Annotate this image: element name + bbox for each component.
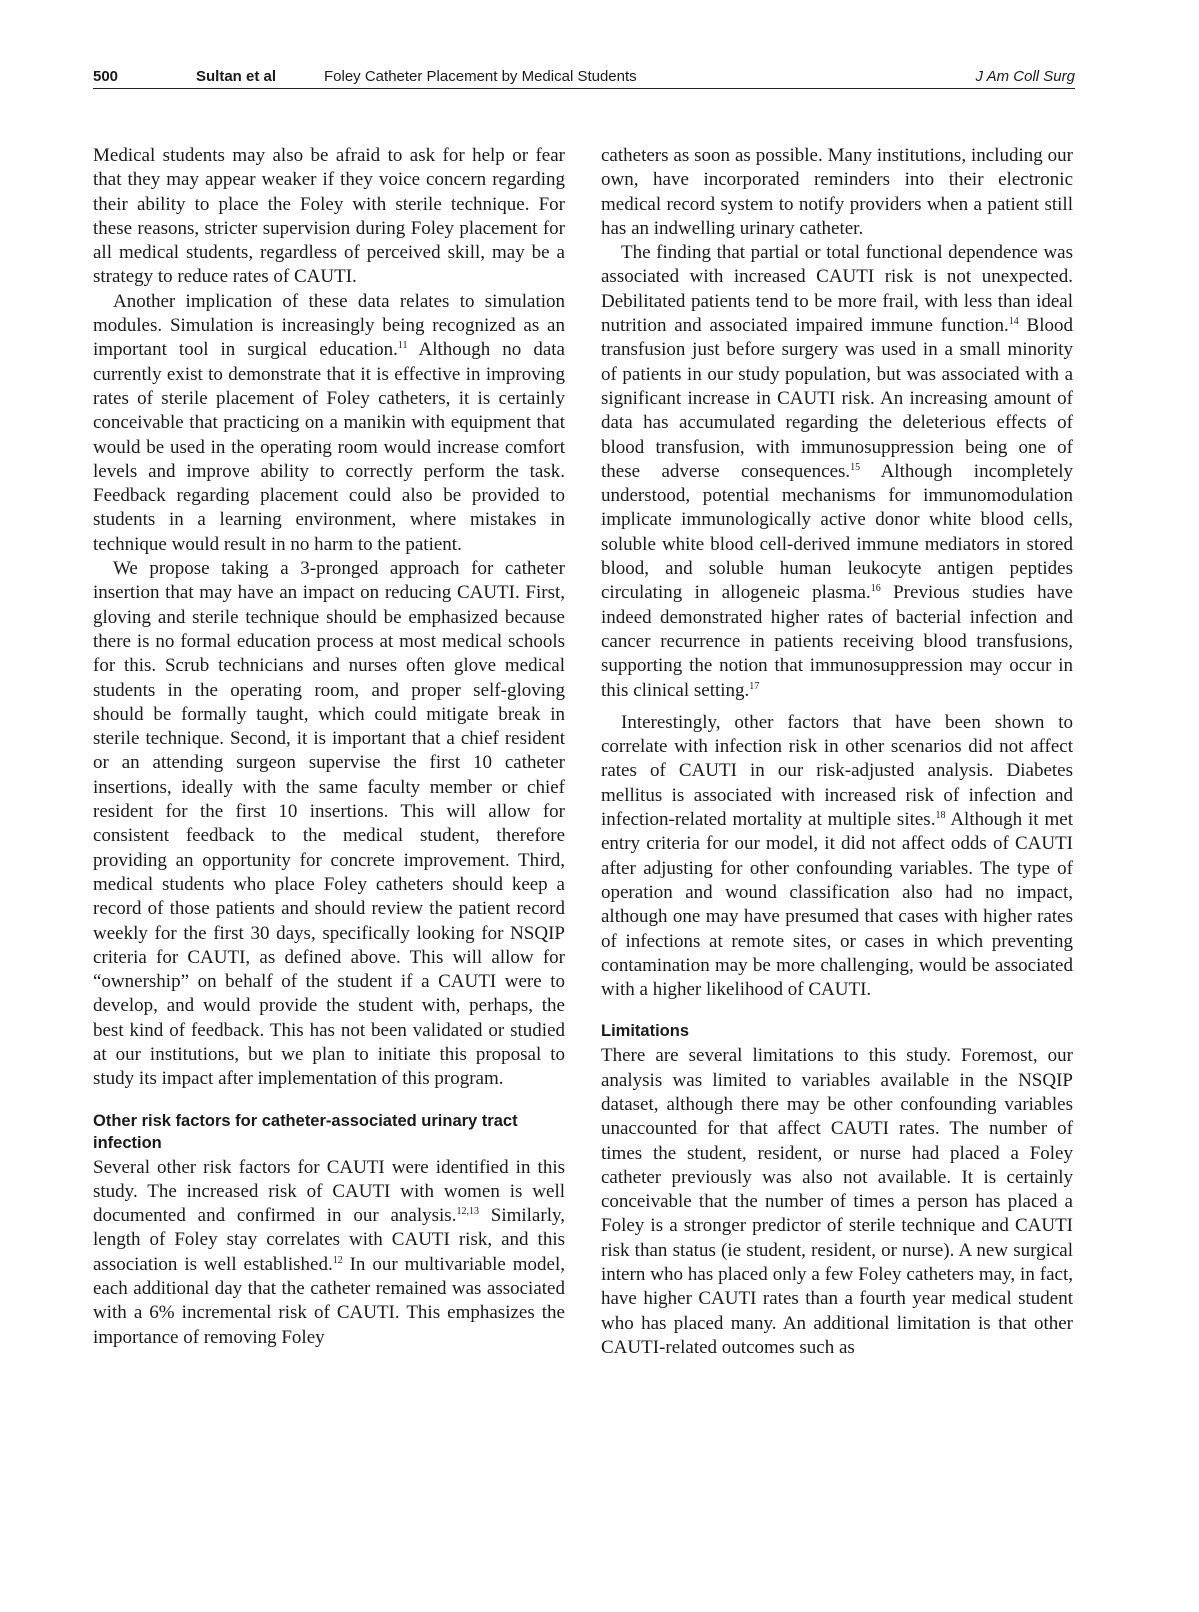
paragraph: Interestingly, other factors that have been shown to correlate with infection risk in other scenarios did not affect rates of CAUTI in our risk-adjusted analysis. Diabetes mellitus is associated with increased risk of infection and infection-related mortality at multiple sites.$^{18}$ Although it met entry criteria for our model, it did not affect odds of CAUTI after adjusting for other confounding variables. The type of operation and wound classification also had no impact, although one may have presumed that cases with higher rates of infections at remote sites, or cases in which preventing contamination may be more challenging, would be associated with a higher likelihood of CAUTI. xyxy=(601,711,1073,1001)
citation: 12 xyxy=(332,1254,343,1266)
citation: 12,13 xyxy=(456,1206,479,1218)
paragraph: The finding that partial or total functional dependence was associated with increased CAUTI risk is not unexpected. Debilitated patients tend to be more frail, with less than ideal nutrition and associated impaired immune function.$^{14}$ Blood transfusion just before surgery was used in a small minority of patients in our study population, but was associated with a significant increase in CAUTI risk. An increasing amount of data has accumulated regarding the deleterious effects of blood transfusion, with immunosuppression being one of these adverse consequences.$^{15}$ Although incompletely understood, potential mechanisms for immunomodulation implicate immunologically active donor white blood cells, soluble white blood cell-derived immune mediators in stored blood, and soluble human leukocyte antigen peptides circulating in allogeneic plasma.$^{16}$ Previous studies have indeed demonstrated higher rates of bacterial infection and cancer recurrence in patients receiving blood transfusions, supporting the notion that immunosuppression may occur in this clinical setting.$^{17}$ xyxy=(601,242,1074,701)
journal-name: J Am Coll Surg xyxy=(975,68,1075,85)
citation: 17 xyxy=(749,680,760,692)
citation: 16 xyxy=(870,583,881,595)
section-heading: Limitations xyxy=(601,1022,690,1041)
running-header xyxy=(93,64,1075,89)
citation: 14 xyxy=(1008,316,1019,328)
left-column xyxy=(93,144,565,1350)
citation: 15 xyxy=(850,461,861,473)
author-line: Sultan et al xyxy=(196,68,277,85)
paragraph: catheters as soon as possible. Many institutions, including our own, have incorporated reminders into their electronic medical record system to notify providers when a patient still has an indwelling urinary catheter. xyxy=(601,145,1073,239)
paragraph: Medical students may also be afraid to ask for help or fear that they may appear weaker if they voice concern regarding their ability to place the Foley with sterile technique. For these reasons, stricter supervision during Foley placement for all medical students, regardless of perceived skill, may be a strategy to reduce rates of CAUTI. xyxy=(93,145,565,288)
paragraph: Several other risk factors for CAUTI were identified in this study. The increased risk of CAUTI with women is well documented and confirmed in our analysis.$^{12,13}$ Similarly, length of Foley stay correlates with CAUTI risk, and this association is well established.$^{12}$ In our multivariable model, each additional day that the catheter remained was associated with a 6% incremental risk of CAUTI. This emphasizes the importance of removing Foley xyxy=(93,1156,566,1348)
paragraph: There are several limitations to this study. Foremost, our analysis was limited to variables available in the NSQIP dataset, although there may be other confounding variables unaccounted for that affect CAUTI rates. The number of times the student, resident, or nurse had placed a Foley catheter previously was also not available. It is certainly conceivable that the number of times a person has placed a Foley is a stronger predictor of sterile technique and CAUTI risk than status (ie student, resident, or nurse). A new surgical intern who has placed only a few Foley catheters may, in fact, have higher CAUTI rates than a fourth year medical student who has placed many. An additional limitation is that other CAUTI-related outcomes such as xyxy=(601,1045,1073,1358)
section-heading: Other risk factors for catheter-associated urinary tract infection xyxy=(93,1111,518,1152)
paragraph: Another implication of these data relates to simulation modules. Simulation is increasingly being recognized as an important tool in surgical education.$^{11}$ Although no data currently exist to demonstrate that it is effective in improving rates of sterile placement of Foley catheters, it is certainly conceivable that practicing on a manikin with equipment that would be used in the operating room would increase comfort levels and improve ability to correctly perform the task. Feedback regarding placement could also be provided to students in a learning environment, where mistakes in technique would result in no harm to the patient. xyxy=(93,290,565,555)
citation: 18 xyxy=(935,810,946,822)
citation: 11 xyxy=(397,340,408,352)
running-title: Foley Catheter Placement by Medical Students xyxy=(324,68,637,85)
page-number: 500 xyxy=(93,68,119,85)
paragraph: We propose taking a 3-pronged approach for catheter insertion that may have an impact on reducing CAUTI. First, gloving and sterile technique should be emphasized because there is no formal education process at most medical schools for this. Scrub technicians and nurses often glove medical students in the operating room, and proper self-gloving should be formally taught, which could mitigate break in sterile technique. Second, it is important that a chief resident or an attending surgeon supervise the first 10 catheter insertions, ideally with the same faculty member or chief resident for the first 10 insertions. This will allow for consistent feedback to the medical student, therefore providing an opportunity for concrete improvement. Third, medical students who place Foley catheters should keep a record of those patients and should review the patient record weekly for the first 30 days, specifically looking for NSQIP criteria for CAUTI, as defined above. This will allow for “ownership” on behalf of the student if a CAUTI were to develop, and would provide the student with, perhaps, the best kind of feedback. This has not been validated or studied at our institutions, but we plan to initiate this proposal to study its impact after implementation of this program. xyxy=(93,558,565,1090)
right-column xyxy=(601,144,1073,1360)
